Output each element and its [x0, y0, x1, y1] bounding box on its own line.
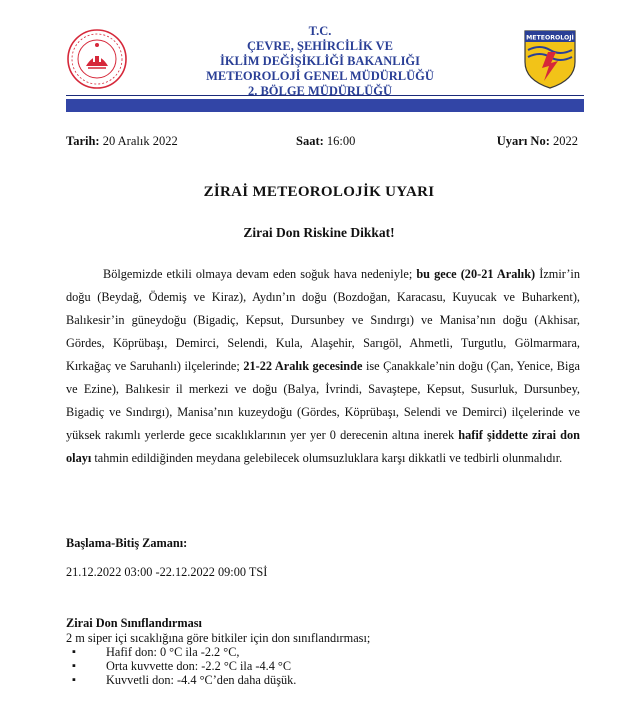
org-line-ministry-2: İKLİM DEĞİŞİKLİĞİ BAKANLIĞI: [219, 54, 421, 68]
list-item: ▪ Hafif don: 0 °C ila -2.2 °C,: [66, 645, 296, 659]
warning-label: Uyarı No:: [496, 134, 550, 148]
body-text-2: İzmir’in doğu (Beydağ, Ödemiş ve Kiraz), Aydın’ın doğu (Bozdoğan, Karacasu, Kuyucak ve Buharkent), Balıkesir’in güneydoğu (Bigadiç, Kepsut, Dursunbey ve Sındırgı) ve Manisa’nın doğu (Akhisar, Gördes, Köprübaşı, Demirci, Selendi, Kula, Alaşehir, Sarıgöl, Ahmetli, Turgutlu, Gölmarmara, Kırkağaç ve Saruhanlı) ilçelerinde;: [66, 267, 580, 373]
letterhead: [0, 0, 638, 125]
document-title: ZİRAİ METEOROLOJİK UYARI: [203, 184, 435, 200]
date-value: 20 Aralık 2022: [102, 134, 178, 148]
body-bold-1: bu gece (20-21 Aralık): [416, 267, 536, 281]
header-rule: [66, 95, 584, 96]
body-text-1: Bölgemizde etkili olmaya devam eden soğuk hava nedeniyle;: [103, 267, 417, 281]
warning-body: [66, 263, 580, 470]
body-text-4: tahmin edildiğinden meydana gelebilecek olumsuzluklara karşı dikkatli ve tedbirli olunmalıdır.: [91, 451, 563, 465]
org-line-tc: T.C.: [308, 24, 332, 38]
classification-description: 2 m siper içi sıcaklığına göre bitkiler için don sınıflandırması;: [66, 631, 371, 645]
document-subtitle: Zirai Don Riskine Dikkat!: [243, 225, 395, 240]
warning-value: 2022: [553, 134, 578, 148]
org-line-region: 2. BÖLGE MÜDÜRLÜĞÜ: [247, 84, 393, 98]
date-field: [66, 134, 178, 149]
list-item: ▪ Orta kuvvette don: -2.2 °C ila -4.4 °C: [66, 659, 296, 673]
body-bold-2: 21-22 Aralık gecesinde: [243, 359, 363, 373]
time-value: 16:00: [326, 134, 356, 148]
list-item: ▪ Kuvvetli don: -4.4 °C’den daha düşük.: [66, 673, 296, 687]
warning-number-field: [497, 134, 578, 149]
date-label: Tarih:: [66, 134, 100, 148]
logo-text: METEOROLOJİ: [526, 34, 574, 42]
time-label: Saat:: [296, 134, 324, 148]
organization-title: [150, 24, 490, 99]
header-band: [66, 99, 584, 112]
org-line-directorate: METEOROLOJİ GENEL MÜDÜRLÜĞÜ: [206, 69, 434, 83]
period-value: 21.12.2022 03:00 -22.12.2022 09:00 TSİ: [66, 565, 268, 579]
ministry-emblem-icon: [66, 28, 128, 90]
meteoroloji-shield-icon: [522, 28, 578, 90]
body-text-3: ise Çanakkale’nin doğu (Çan, Yenice, Biga ve Ezine), Balıkesir il merkezi ve doğu (Balya, İvrindi, Savaştepe, Kepsut, Susurluk, Dursunbey, Bigadiç ve Sındırgı), Manisa’nın kuzeydoğu (Gördes, Köprübaşı, Selendi ve Demirci) ilçelerinde ve yüksek rakımlı yerlerde gece sıcaklıklarının yer yer 0 derecenin altına inerek: [66, 359, 580, 442]
classification-list: [66, 645, 296, 687]
org-line-ministry-1: ÇEVRE, ŞEHİRCİLİK VE: [247, 39, 393, 53]
classification-heading: Zirai Don Sınıflandırması: [66, 616, 202, 630]
time-field: [296, 134, 355, 149]
period-label: Başlama-Bitiş Zamanı:: [66, 536, 188, 550]
body-bold-3: hafif şiddette zirai don olayı: [66, 428, 580, 465]
